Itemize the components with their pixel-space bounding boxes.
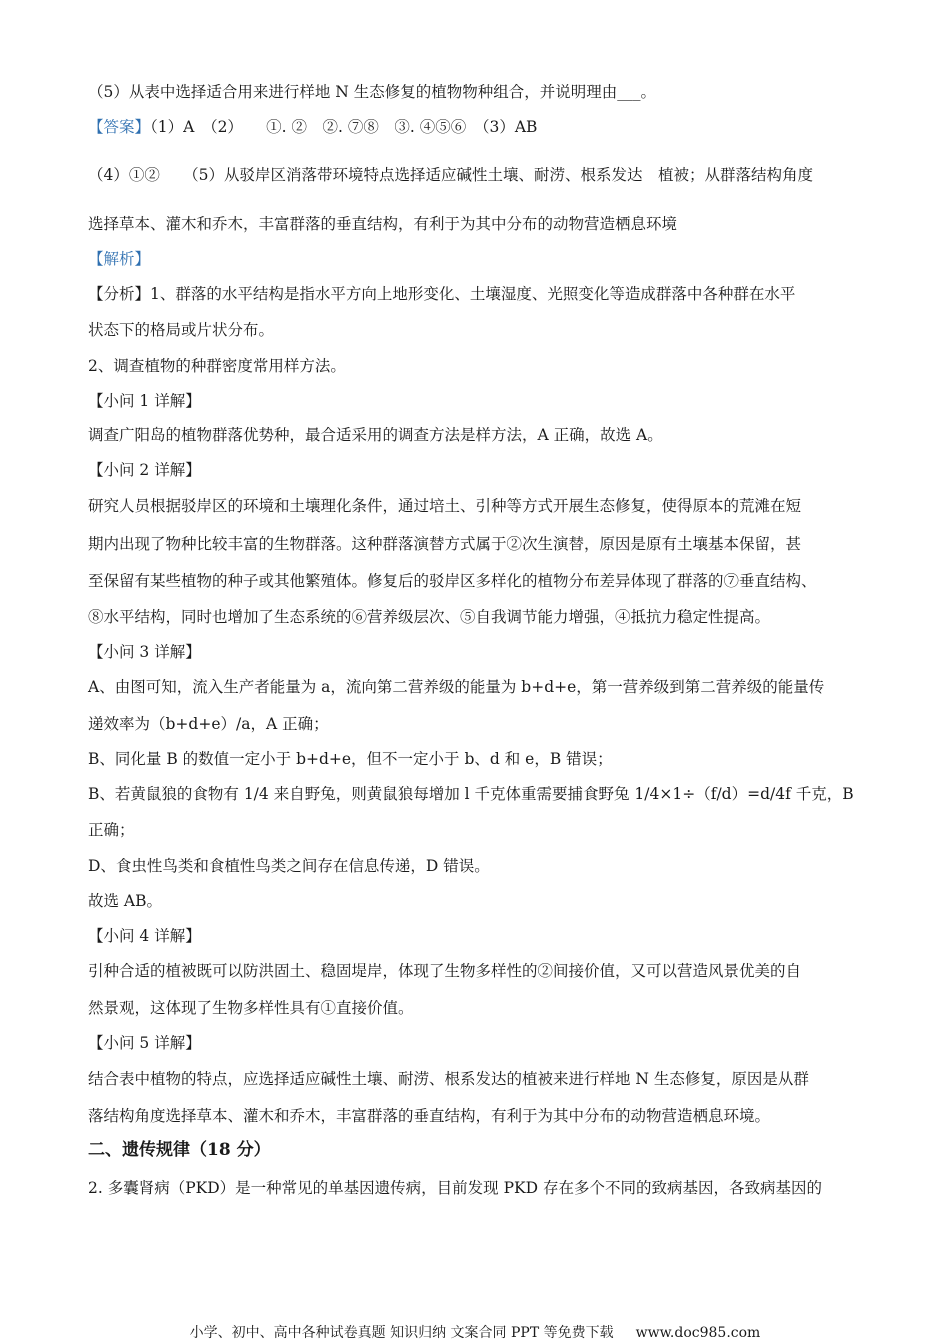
- analysis-line-3: 2、调查植物的种群密度常用样方法。: [88, 357, 346, 375]
- analysis-label: 【解析】: [88, 250, 151, 268]
- footer-text: 小学、初中、高中各种试卷真题 知识归纳 文案合同 PPT 等免费下载: [189, 1325, 614, 1341]
- page-footer: [0, 1322, 950, 1342]
- answer-label: 【答案】: [88, 118, 151, 136]
- sub5-title: 【小问 5 详解】: [88, 1034, 201, 1052]
- answer-line-3: 选择草本、灌木和乔木，丰富群落的垂直结构，有利于为其中分布的动物营造栖息环境: [88, 215, 678, 233]
- sub3-line-4: B、若黄鼠狼的食物有 1/4 来自野兔，则黄鼠狼每增加 l 千克体重需要捕食野兔 1/4×1÷（f/d）=d/4f 千克，B: [88, 785, 854, 803]
- sub2-line-2: 期内出现了物种比较丰富的生物群落。这种群落演替方式属于②次生演替，原因是原有土壤基本保留，甚: [88, 535, 802, 553]
- sub3-line-1: A、由图可知，流入生产者能量为 a，流向第二营养级的能量为 b+d+e，第一营养级到第二营养级的能量传: [88, 678, 825, 696]
- sub4-line-1: 引种合适的植被既可以防洪固土、稳固堤岸，体现了生物多样性的②间接价值，又可以营造风景优美的自: [88, 962, 802, 980]
- sub2-line-4: ⑧水平结构，同时也增加了生态系统的⑥营养级层次、⑤自我调节能力增强，④抵抗力稳定性提高。: [88, 608, 771, 626]
- sub4-title: 【小问 4 详解】: [88, 927, 201, 945]
- sub3-line-3: B、同化量 B 的数值一定小于 b+d+e，但不一定小于 b、d 和 e，B 错误；: [88, 750, 613, 768]
- sub3-line-6: D、食虫性鸟类和食植性鸟类之间存在信息传递，D 错误。: [88, 857, 490, 875]
- sub4-line-2: 然景观，这体现了生物多样性具有①直接价值。: [88, 999, 414, 1017]
- question-5-text: （5）从表中选择适合用来进行样地 N 生态修复的植物物种组合，并说明理由___。: [88, 83, 657, 101]
- answer-text-1: （1）A （2） ①. ② ②. ⑦⑧ ③. ④⑤⑥ （3）AB: [150, 118, 538, 136]
- analysis-line-1: 【分析】1、群落的水平结构是指水平方向上地形变化、土壤湿度、光照变化等造成群落中各种群在水平: [88, 285, 796, 303]
- sub2-line-1: 研究人员根据驳岸区的环境和土壤理化条件，通过培土、引种等方式开展生态修复，使得原本的荒滩在短: [88, 497, 802, 515]
- sub2-line-3: 至保留有某些植物的种子或其他繁殖体。修复后的驳岸区多样化的植物分布差异体现了群落的⑦垂直结构、: [88, 572, 817, 590]
- question-2-text: 2. 多囊肾病（PKD）是一种常见的单基因遗传病，目前发现 PKD 存在多个不同的致病基因，各致病基因的: [88, 1179, 822, 1197]
- section-2-heading: 二、遗传规律（18 分）: [88, 1140, 271, 1160]
- answer-line-1: [88, 117, 878, 137]
- sub3-line-5: 正确；: [88, 821, 135, 839]
- footer-link[interactable]: www.doc985.com: [635, 1325, 761, 1341]
- sub3-line-2: 递效率为（b+d+e）/a，A 正确；: [88, 715, 329, 733]
- analysis-line-2: 状态下的格局或片状分布。: [88, 321, 275, 339]
- sub3-title: 【小问 3 详解】: [88, 643, 201, 661]
- answer-line-2: （4）①② （5）从驳岸区消落带环境特点选择适应碱性土壤、耐涝、根系发达 植被；从群落结构角度: [88, 166, 813, 184]
- sub2-title: 【小问 2 详解】: [88, 461, 201, 479]
- sub1-line-1: 调查广阳岛的植物群落优势种，最合适采用的调查方法是样方法，A 正确，故选 A。: [88, 426, 663, 444]
- sub1-title: 【小问 1 详解】: [88, 392, 201, 410]
- sub3-line-7: 故选 AB。: [88, 892, 163, 910]
- sub5-line-2: 落结构角度选择草本、灌木和乔木，丰富群落的垂直结构，有利于为其中分布的动物营造栖息环境。: [88, 1107, 771, 1125]
- sub5-line-1: 结合表中植物的特点，应选择适应碱性土壤、耐涝、根系发达的植被来进行样地 N 生态修复，原因是从群: [88, 1070, 809, 1088]
